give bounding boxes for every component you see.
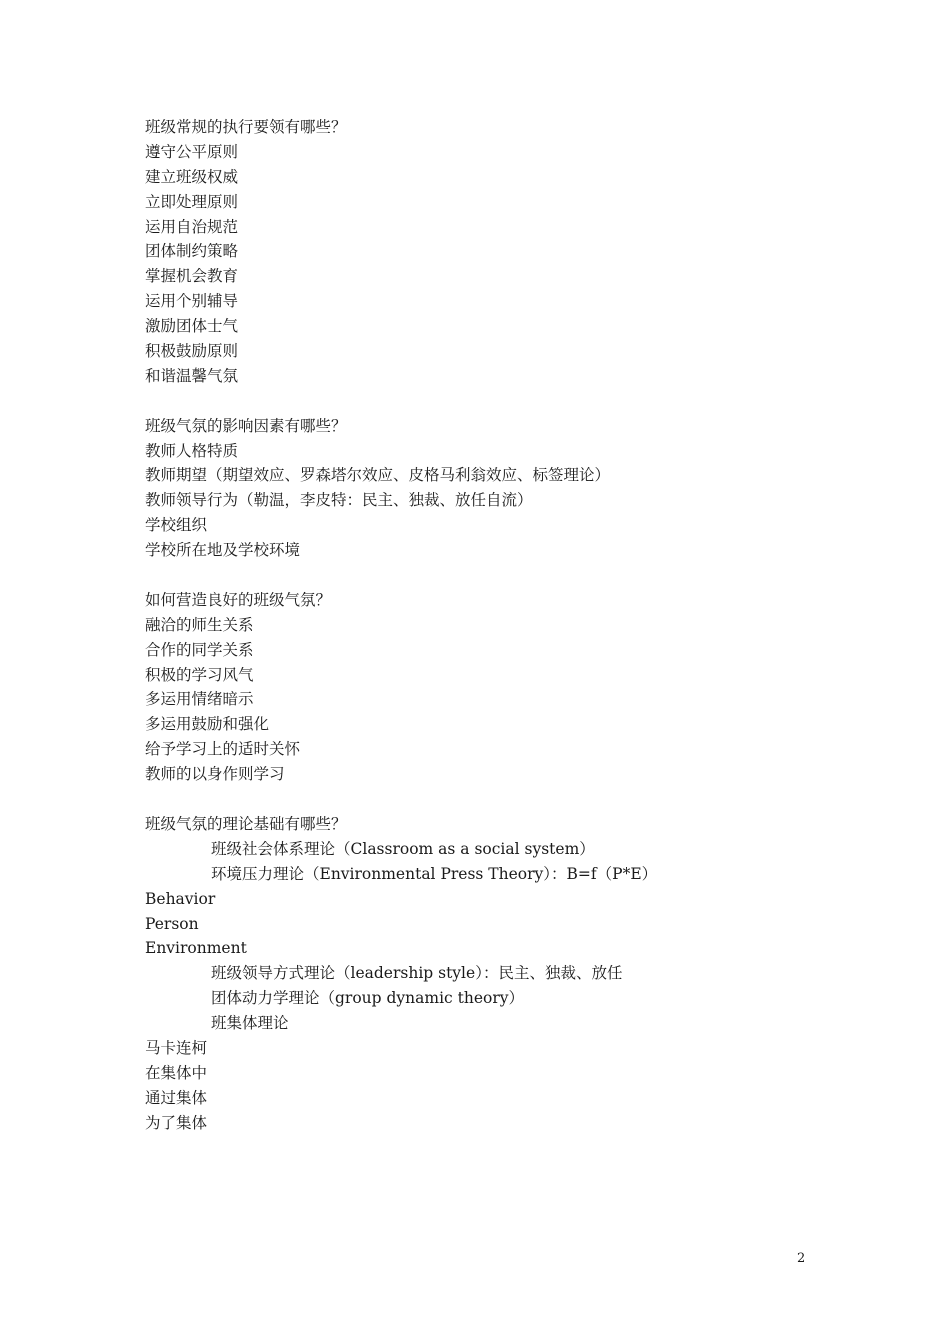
- list-item: 教师期望（期望效应、罗森塔尔效应、皮格马利翁效应、标签理论）: [145, 466, 611, 485]
- list-item: 教师人格特质: [145, 441, 239, 460]
- list-item: 学校所在地及学校环境: [145, 541, 301, 560]
- blank-line: [145, 389, 845, 414]
- list-item: 班集体理论: [211, 1014, 289, 1033]
- list-item: 遵守公平原则: [145, 142, 239, 161]
- list-item: 教师的以身作则学习: [145, 765, 285, 784]
- list-item: 建立班级权威: [145, 167, 239, 186]
- list-item: 多运用情绪暗示: [145, 690, 254, 709]
- list-item: 团体动力学理论（group dynamic theory）: [211, 989, 525, 1008]
- list-item: 学校组织: [145, 516, 208, 535]
- list-item: 班级领导方式理论（leadership style）：民主、独裁、放任: [211, 964, 623, 983]
- list-item: 班级社会体系理论（Classroom as a social system）: [211, 839, 595, 858]
- list-item: Behavior: [145, 889, 216, 908]
- list-item: 掌握机会教育: [145, 267, 239, 286]
- document-body: [145, 115, 845, 1136]
- list-item: 合作的同学关系: [145, 640, 254, 659]
- list-item: 环境压力理论（Environmental Press Theory）：B=f（P*E）: [211, 864, 658, 883]
- list-item: Person: [145, 914, 199, 933]
- page-number: 2: [797, 1251, 806, 1266]
- list-item: 教师领导行为（勒温，李皮特：民主、独裁、放任自流）: [145, 491, 533, 510]
- list-item: 和谐温馨气氛: [145, 366, 239, 385]
- list-item: 积极的学习风气: [145, 665, 254, 684]
- list-item: 融洽的师生关系: [145, 615, 254, 634]
- list-item: 给予学习上的适时关怀: [145, 740, 301, 759]
- list-item: Environment: [145, 939, 247, 958]
- list-item: 为了集体: [145, 1113, 208, 1132]
- section-heading: 班级常规的执行要领有哪些？: [145, 118, 347, 136]
- list-item: 通过集体: [145, 1088, 208, 1107]
- section-heading: 如何营造良好的班级气氛？: [145, 590, 332, 609]
- list-item: 运用自治规范: [145, 217, 239, 236]
- list-item: 团体制约策略: [145, 242, 239, 261]
- section-heading: 班级气氛的理论基础有哪些？: [145, 814, 347, 833]
- blank-line: [145, 787, 845, 812]
- list-item: 积极鼓励原则: [145, 342, 239, 361]
- section-heading: 班级气氛的影响因素有哪些？: [145, 416, 347, 435]
- list-item: 立即处理原则: [145, 192, 239, 211]
- list-item: 马卡连柯: [145, 1038, 208, 1057]
- list-item: 多运用鼓励和强化: [145, 715, 270, 734]
- blank-line: [145, 563, 845, 588]
- list-item: 在集体中: [145, 1063, 208, 1082]
- list-item: 激励团体士气: [145, 317, 239, 336]
- list-item: 运用个别辅导: [145, 292, 239, 311]
